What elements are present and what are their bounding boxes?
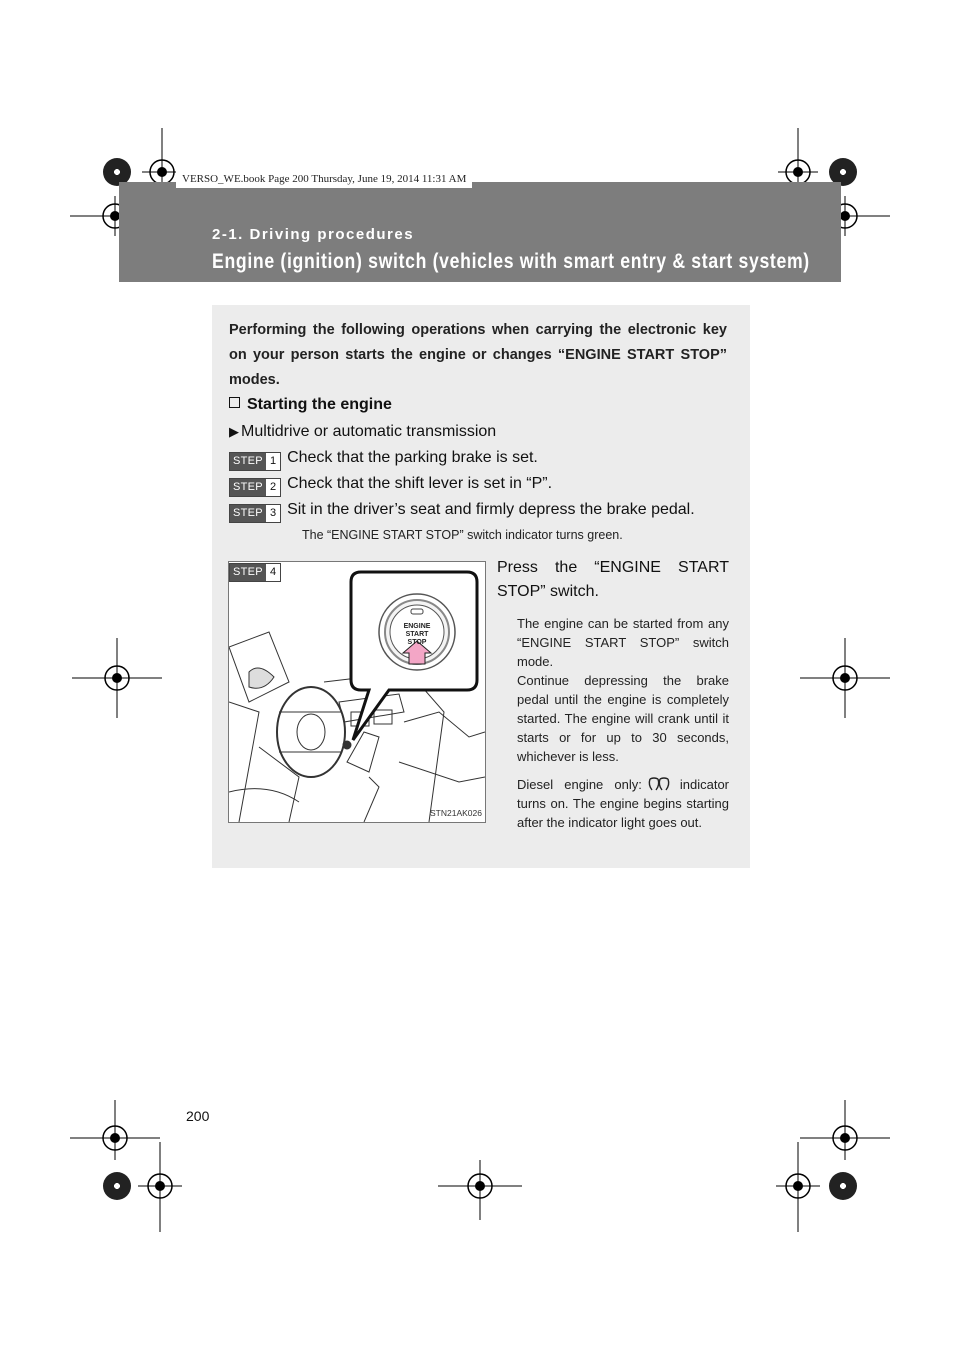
step-text: Sit in the driver’s seat and firmly depress the brake pedal. (287, 501, 695, 518)
description-3: Diesel engine only: indicator turns on. The engine begins starting after the indicator light goes out. (517, 777, 729, 830)
description-2: Continue depressing the brake pedal until the engine is completely started. The engine will crank until it starts or for up to 30 seconds, whichever is less. (517, 673, 729, 764)
step-3-note: The “ENGINE START STOP” switch indicator turns green. (302, 528, 623, 542)
registration-mark (800, 638, 890, 718)
registration-mark (438, 1160, 522, 1220)
step-3 (229, 501, 695, 523)
section-label: 2-1. Driving procedures (212, 226, 415, 243)
dashboard-illustration (228, 561, 486, 823)
page-number: 200 (186, 1108, 210, 1124)
engine-button-label: ENGINE START STOP (403, 623, 431, 646)
step-1 (229, 449, 538, 471)
registration-disc (829, 1172, 857, 1200)
step-badge: STEP 1 (229, 452, 281, 471)
registration-mark (776, 1142, 820, 1232)
registration-mark (72, 638, 162, 718)
registration-disc (103, 1172, 131, 1200)
figure-code: STN21AK026 (430, 808, 482, 818)
step-badge: STEP 3 (229, 504, 281, 523)
step-2 (229, 475, 552, 497)
description-1: The engine can be started from any “ENGINE START STOP” switch mode. (517, 616, 729, 669)
subcondition-text: Multidrive or automatic transmission (241, 423, 497, 440)
step-text: Check that the parking brake is set. (287, 449, 538, 466)
subheading-text: Starting the engine (247, 396, 392, 413)
glow-plug-indicator-icon (646, 776, 676, 792)
step-4-text: Press the “ENGINE START STOP” switch. (497, 559, 729, 600)
subheading (229, 396, 392, 414)
registration-mark (138, 1142, 182, 1232)
intro-paragraph: Performing the following operations when carrying the electronic key on your person starts the engine or changes “ENGINE START STOP” modes. (229, 322, 727, 388)
book-stamp: VERSO_WE.book Page 200 Thursday, June 19, 2014 11:31 AM (176, 170, 472, 188)
page-title: Engine (ignition) switch (vehicles with smart entry & start system) (212, 250, 810, 273)
step-badge-4: STEP 4 (229, 563, 281, 582)
square-bullet-icon (229, 397, 240, 408)
dashboard-drawing (229, 562, 485, 822)
subcondition (229, 423, 496, 441)
step-badge: STEP 2 (229, 478, 281, 497)
triangle-bullet-icon: ▶ (229, 424, 239, 439)
step-text: Check that the shift lever is set in “P”. (287, 475, 553, 492)
